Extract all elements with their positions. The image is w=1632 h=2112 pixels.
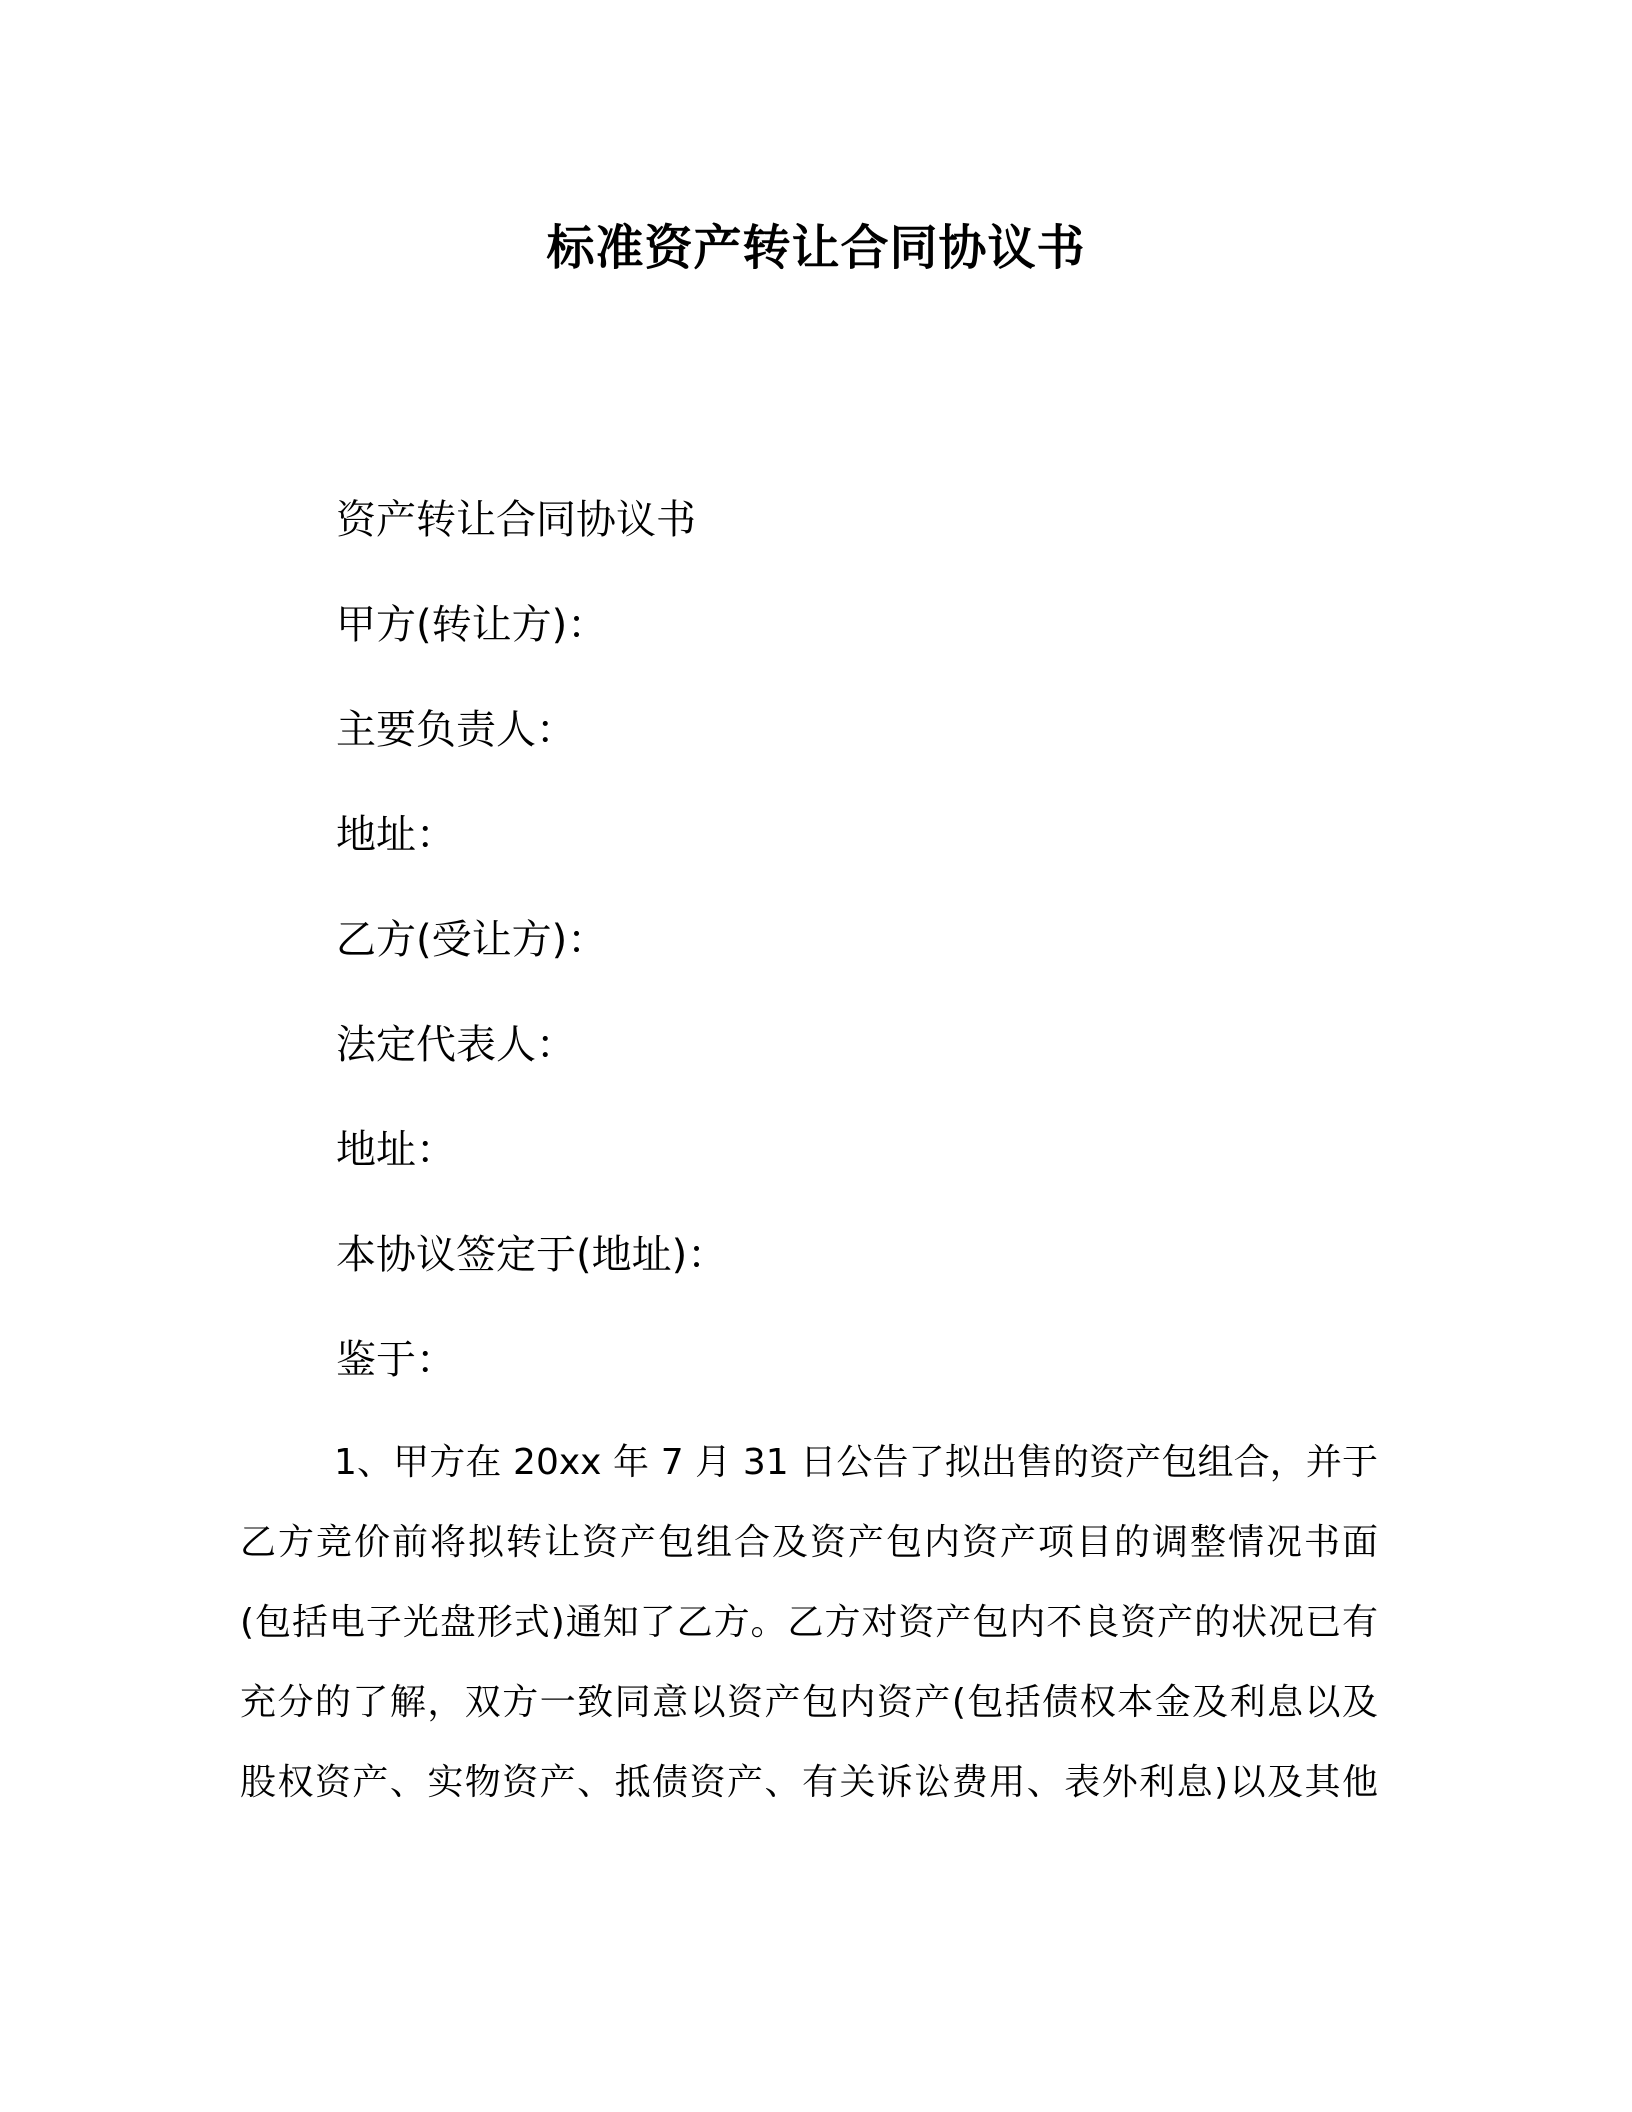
- clause-1-line: 乙方竞价前将拟转让资产包组合及资产包内资产项目的调整情况书面: [240, 1522, 1378, 1563]
- contract-subtitle: 资产转让合同协议书: [336, 497, 696, 543]
- legal-representative-label: 法定代表人：: [336, 1022, 576, 1068]
- clause-1-paragraph: [240, 1423, 1378, 1823]
- signing-place-label: 本协议签定于(地址)：: [336, 1232, 728, 1278]
- principal-label: 主要负责人：: [336, 707, 576, 753]
- clause-1-line: 充分的了解，双方一致同意以资产包内资产(包括债权本金及利息以及: [240, 1682, 1378, 1723]
- clause-1-line: (包括电子光盘形式)通知了乙方。乙方对资产包内不良资产的状况已有: [240, 1602, 1378, 1643]
- clause-1-line: 股权资产、实物资产、抵债资产、有关诉讼费用、表外利息)以及其他: [240, 1762, 1378, 1803]
- document-title: 标准资产转让合同协议书: [546, 220, 1086, 276]
- party-b-label: 乙方(受让方)：: [336, 917, 608, 963]
- party-a-label: 甲方(转让方)：: [336, 602, 608, 648]
- address-b-label: 地址：: [336, 1127, 456, 1173]
- contract-parties-section: [240, 468, 1378, 1413]
- address-a-label: 地址：: [336, 812, 456, 858]
- whereas-label: 鉴于：: [336, 1337, 456, 1383]
- clause-1-line: 1、甲方在 20xx 年 7 月 31 日公告了拟出售的资产包组合，并于: [334, 1442, 1378, 1483]
